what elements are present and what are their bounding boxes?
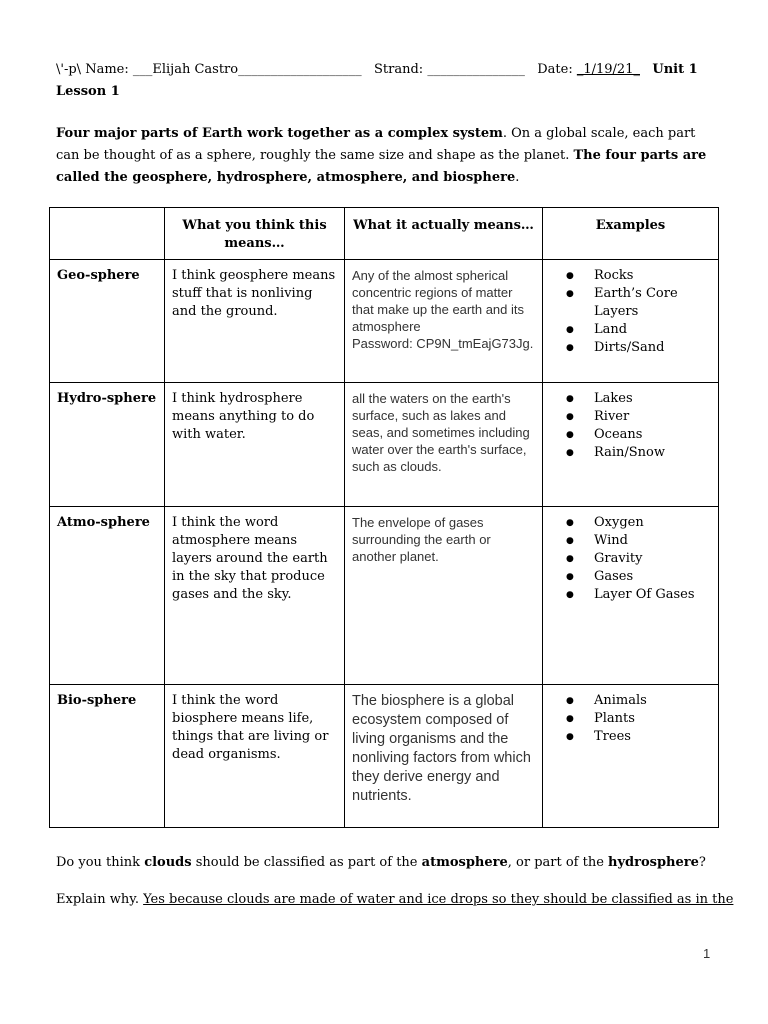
lesson-label: Lesson 1 <box>56 84 120 99</box>
actual-cell[interactable]: The biosphere is a global ecosystem composed of living organisms and the nonliving factors from which they derive energy and nutrients. <box>345 685 543 828</box>
unit-label: Unit 1 <box>652 62 698 77</box>
list-item: ● River <box>550 408 711 426</box>
actual-cell[interactable]: The envelope of gases surrounding the earth or another planet. <box>345 507 543 685</box>
intro-text-2: . <box>515 170 520 185</box>
question-text: ? <box>698 855 706 870</box>
date-label: Date: <box>537 62 573 77</box>
list-item: ● Land <box>550 321 711 339</box>
question-text: Do you think <box>56 855 145 870</box>
think-cell[interactable]: I think the word atmosphere means layers around the earth in the sky that produce gases and the sky. <box>165 507 345 685</box>
explain-answer[interactable]: Yes because clouds are made of water and ice drops so they should be classified as in the <box>143 892 734 907</box>
question-text: should be classified as part of the <box>191 855 422 870</box>
list-item: ● Trees <box>550 728 711 746</box>
intro-text-1: . On a global scale, each part can be thought of as a sphere, roughly the same size and shape as the planet. <box>56 126 696 163</box>
header-line <box>56 62 698 77</box>
explain-line <box>56 892 733 907</box>
think-cell[interactable]: I think the word biosphere means life, things that are living or dead organisms. <box>165 685 345 828</box>
examples-cell[interactable] <box>543 685 719 828</box>
name-label: Name: <box>85 62 129 77</box>
intro-paragraph <box>56 123 716 189</box>
list-item: ● Gases <box>550 568 711 586</box>
header-cell-actual: What it actually means… <box>345 208 543 260</box>
list-item: ● Rain/Snow <box>550 444 711 462</box>
question-bold-clouds: clouds <box>144 855 192 870</box>
list-item: ● Oceans <box>550 426 711 444</box>
table-row <box>50 685 719 828</box>
spheres-table <box>49 207 719 828</box>
sphere-name: Geo-sphere <box>50 260 165 383</box>
examples-cell[interactable] <box>543 507 719 685</box>
table-row <box>50 260 719 383</box>
list-item: ● Oxygen <box>550 514 711 532</box>
think-cell[interactable]: I think hydrosphere means anything to do with water. <box>165 383 345 507</box>
strand-label: Strand: <box>374 62 424 77</box>
question-bold-hydrosphere: hydrosphere <box>608 855 699 870</box>
header-cell-examples: Examples <box>543 208 719 260</box>
list-item: ● Plants <box>550 710 711 728</box>
password-text: Password: CP9N_tmEajG73Jg. <box>352 336 534 351</box>
clouds-question <box>56 855 706 870</box>
table-row <box>50 507 719 685</box>
list-item: ● Animals <box>550 692 711 710</box>
page-number: 1 <box>703 946 711 961</box>
list-item: ● Gravity <box>550 550 711 568</box>
table-row <box>50 383 719 507</box>
think-cell[interactable]: I think geosphere means stuff that is nonliving and the ground. <box>165 260 345 383</box>
header-cell-empty <box>50 208 165 260</box>
examples-list <box>550 267 711 357</box>
list-item: ● Rocks <box>550 267 711 285</box>
examples-list <box>550 514 711 604</box>
sphere-name: Bio-sphere <box>50 685 165 828</box>
actual-cell[interactable] <box>345 260 543 383</box>
date-value[interactable]: _1/19/21_ <box>576 62 640 77</box>
list-item: ● Layer Of Gases <box>550 586 711 604</box>
intro-bold-1: Four major parts of Earth work together as a complex system <box>56 126 503 141</box>
question-bold-atmosphere: atmosphere <box>421 855 508 870</box>
actual-cell[interactable]: all the waters on the earth's surface, such as lakes and seas, and sometimes including water over the earth's surface, such as clouds. <box>345 383 543 507</box>
strand-value[interactable]: _______________ <box>427 62 525 77</box>
examples-cell[interactable] <box>543 260 719 383</box>
list-item: ● Lakes <box>550 390 711 408</box>
sphere-name: Hydro-sphere <box>50 383 165 507</box>
list-item: ● Wind <box>550 532 711 550</box>
examples-list <box>550 390 711 462</box>
examples-cell[interactable] <box>543 383 719 507</box>
intro-bold-2: The four parts are called the geosphere, hydrosphere, atmosphere, and biosphere <box>56 148 707 185</box>
actual-text: Any of the almost spherical concentric regions of matter that make up the earth and its atmosphere <box>352 268 524 334</box>
list-item: ● Earth’s Core Layers <box>550 285 711 321</box>
name-value[interactable]: ___Elijah Castro___________________ <box>132 62 362 77</box>
header-cell-think: What you think this means… <box>165 208 345 260</box>
sphere-name: Atmo-sphere <box>50 507 165 685</box>
question-text: , or part of the <box>507 855 609 870</box>
list-item: ● Dirts/Sand <box>550 339 711 357</box>
explain-label: Explain why. <box>56 892 144 907</box>
table-header-row <box>50 208 719 260</box>
header-prefix: \'-p\ <box>56 62 82 77</box>
examples-list <box>550 692 711 746</box>
